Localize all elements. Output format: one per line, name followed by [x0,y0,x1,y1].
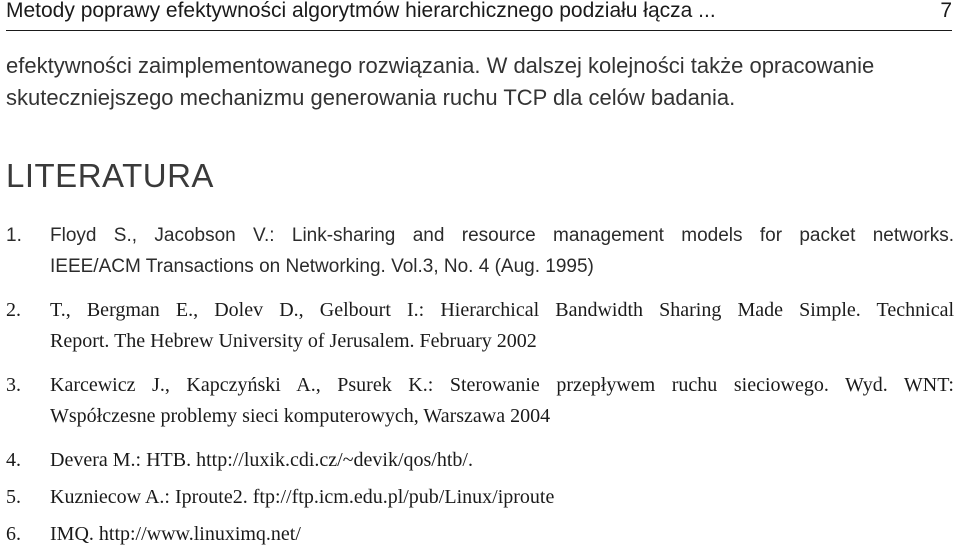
reference-item [6,370,954,432]
reference-text [50,220,954,282]
reference-line: IMQ. http://www.linuximq.net/ [50,523,301,545]
reference-line: Karcewicz J., Kapczyński A., Psurek K.: Sterowanie przepływem ruchu sieciowego. Wyd. WNT: [50,374,954,396]
reference-item [6,295,954,357]
reference-text [50,482,954,513]
reference-line: Kuzniecow A.: Iproute2. ftp://ftp.icm.edu.pl/pub/Linux/iproute [50,486,555,508]
reference-line: T., Bergman E., Dolev D., Gelbourt I.: Hierarchical Bandwidth Sharing Made Simple. Technical [50,299,954,321]
reference-line: Report. The Hebrew University of Jerusalem. February 2002 [50,330,537,352]
intro-line: skuteczniejszego mechanizmu generowania ruchu TCP dla celów badania. [6,85,736,110]
reference-item [6,519,954,550]
intro-paragraph [6,50,956,114]
reference-text [50,519,954,550]
reference-list [6,220,954,556]
reference-number: 6. [6,523,21,545]
section-heading: LITERATURA [6,157,214,194]
reference-text [50,295,954,357]
reference-line: IEEE/ACM Transactions on Networking. Vol.3, No. 4 (Aug. 1995) [50,256,594,277]
reference-item [6,482,954,513]
reference-text [50,370,954,432]
reference-line: Floyd S., Jacobson V.: Link-sharing and resource management models for packet networks. [50,225,954,246]
reference-text [50,445,954,476]
reference-item [6,220,954,282]
reference-number: 1. [6,225,22,246]
reference-number: 5. [6,486,21,508]
reference-number: 3. [6,374,21,396]
header-title: Metody poprawy efektywności algorytmów hierarchicznego podziału łącza ... [6,0,716,22]
reference-number: 2. [6,299,21,321]
page-number: 7 [940,0,952,22]
reference-number: 4. [6,449,21,471]
reference-line: Devera M.: HTB. http://luxik.cdi.cz/~devik/qos/htb/. [50,449,473,471]
reference-line: Współczesne problemy sieci komputerowych, Warszawa 2004 [50,405,551,427]
reference-item [6,445,954,476]
intro-line: efektywności zaimplementowanego rozwiązania. W dalszej kolejności także opracowanie [6,53,875,78]
running-header [6,0,952,31]
